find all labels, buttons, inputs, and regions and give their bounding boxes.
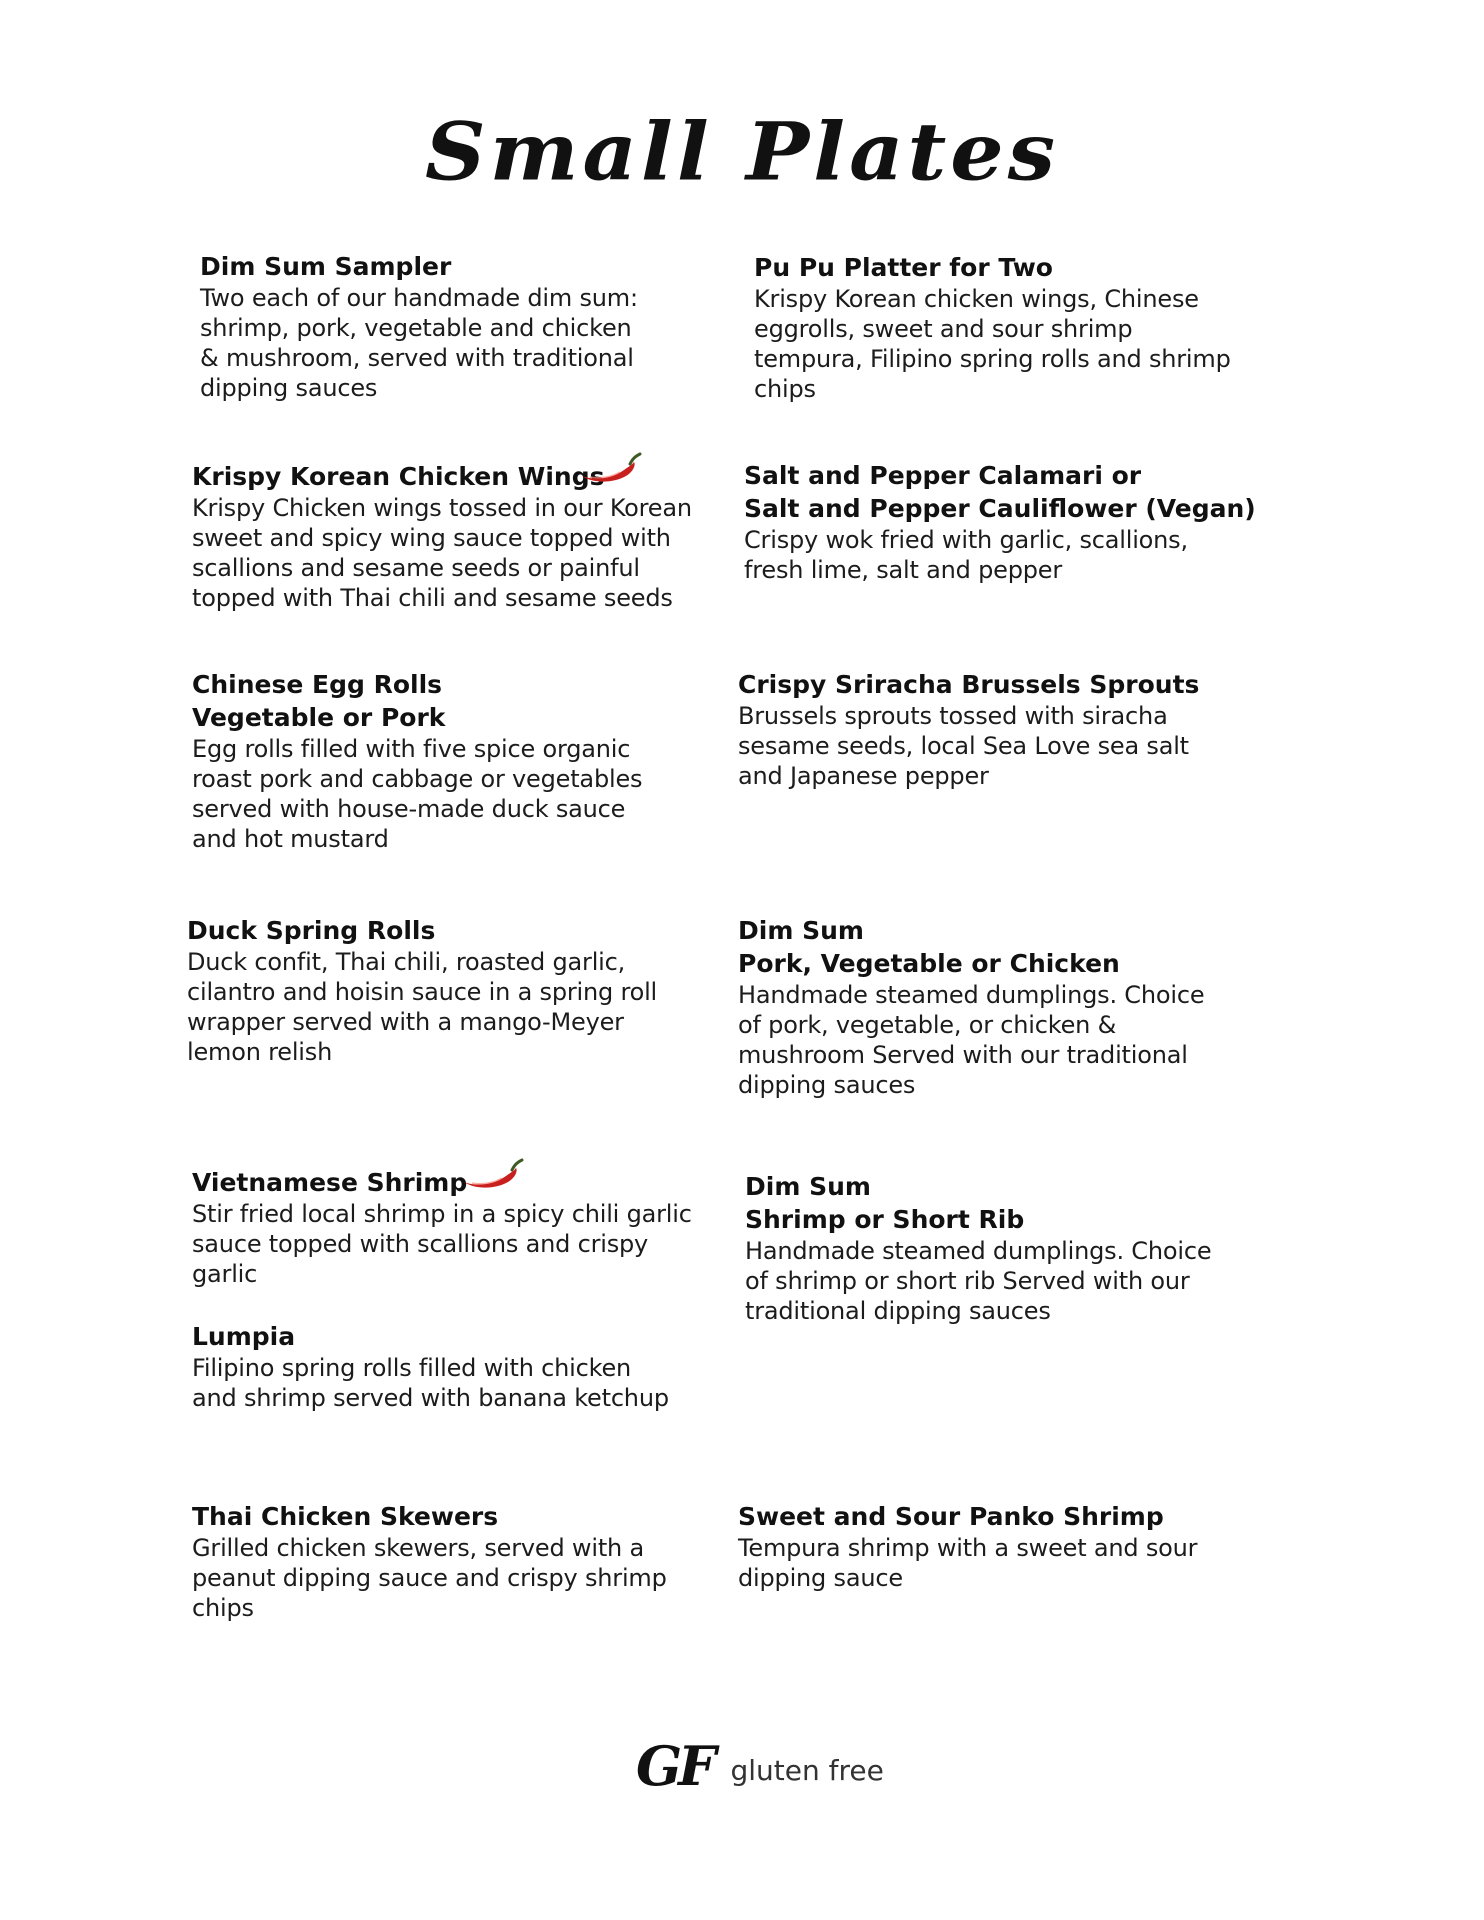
item-description: Grilled chicken skewers, served with a peanut dipping sauce and crispy shrimp chips bbox=[192, 1534, 667, 1622]
page-title: Small Plates bbox=[424, 104, 1060, 199]
item-name: Crispy Sriracha Brussels Sprouts bbox=[738, 670, 1200, 699]
item-name: Dim Sum Pork, Vegetable or Chicken bbox=[738, 916, 1120, 978]
item-description: Krispy Chicken wings tossed in our Korean sweet and spicy wing sauce topped with scallions and sesame seeds or painful topped with Thai chili and sesame seeds bbox=[192, 494, 692, 612]
menu-item-sweet-and-sour-panko-shrimp bbox=[738, 1500, 1298, 1593]
item-description: Duck confit, Thai chili, roasted garlic, cilantro and hoisin sauce in a spring roll wrapper served with a mango-Meyer lemon relish bbox=[187, 948, 658, 1066]
item-description: Krispy Korean chicken wings, Chinese eggrolls, sweet and sour shrimp tempura, Filipino spring rolls and shrimp chips bbox=[754, 285, 1231, 403]
item-name: Salt and Pepper Calamari or Salt and Pepper Cauliflower (Vegan) bbox=[744, 461, 1256, 523]
menu-item-crispy-sriracha-brussels-sprouts bbox=[738, 668, 1298, 791]
gluten-free-legend bbox=[636, 1736, 884, 1796]
menu-item-lumpia bbox=[192, 1320, 712, 1413]
item-name: Pu Pu Platter for Two bbox=[754, 253, 1053, 282]
item-description: Tempura shrimp with a sweet and sour dipping sauce bbox=[738, 1534, 1198, 1592]
chili-pepper-icon bbox=[460, 1156, 524, 1192]
item-name: Chinese Egg Rolls Vegetable or Pork bbox=[192, 670, 446, 732]
item-description: Handmade steamed dumplings. Choice of shrimp or short rib Served with our traditional dipping sauces bbox=[745, 1237, 1212, 1325]
menu-item-thai-chicken-skewers bbox=[192, 1500, 712, 1623]
item-description: Egg rolls filled with five spice organic roast pork and cabbage or vegetables served with house-made duck sauce and hot mustard bbox=[192, 735, 643, 853]
gluten-free-logo: GF bbox=[636, 1734, 713, 1798]
menu-item-chinese-egg-rolls bbox=[192, 668, 712, 854]
item-name: Thai Chicken Skewers bbox=[192, 1502, 499, 1531]
menu-item-krispy-korean-chicken-wings bbox=[192, 460, 732, 613]
item-name: Krispy Korean Chicken Wings bbox=[192, 462, 605, 491]
item-name: Dim Sum Shrimp or Short Rib bbox=[745, 1172, 1025, 1234]
menu-item-pu-pu-platter bbox=[754, 251, 1314, 404]
item-name: Dim Sum Sampler bbox=[200, 252, 452, 281]
gluten-free-label: gluten free bbox=[730, 1753, 884, 1787]
item-name: Vietnamese Shrimp bbox=[192, 1168, 468, 1197]
menu-item-dim-sum-shrimp-short-rib bbox=[745, 1170, 1305, 1326]
item-name: Duck Spring Rolls bbox=[187, 916, 436, 945]
item-name: Sweet and Sour Panko Shrimp bbox=[738, 1502, 1164, 1531]
chili-pepper-icon bbox=[578, 450, 642, 486]
item-description: Two each of our handmade dim sum: shrimp, pork, vegetable and chicken & mushroom, served with traditional dipping sauces bbox=[200, 284, 638, 402]
menu-item-dim-sum-pork-vegetable-chicken bbox=[738, 914, 1298, 1100]
item-description: Crispy wok fried with garlic, scallions, fresh lime, salt and pepper bbox=[744, 526, 1188, 584]
menu-item-dim-sum-sampler bbox=[200, 250, 720, 403]
item-description: Brussels sprouts tossed with siracha sesame seeds, local Sea Love sea salt and Japanese pepper bbox=[738, 702, 1189, 790]
item-description: Filipino spring rolls filled with chicken and shrimp served with banana ketchup bbox=[192, 1354, 669, 1412]
item-name: Lumpia bbox=[192, 1322, 296, 1351]
menu-item-salt-and-pepper bbox=[744, 459, 1344, 585]
item-description: Handmade steamed dumplings. Choice of pork, vegetable, or chicken & mushroom Served with our traditional dipping sauces bbox=[738, 981, 1205, 1099]
menu-item-duck-spring-rolls bbox=[187, 914, 707, 1067]
item-description: Stir fried local shrimp in a spicy chili garlic sauce topped with scallions and crispy garlic bbox=[192, 1200, 692, 1288]
